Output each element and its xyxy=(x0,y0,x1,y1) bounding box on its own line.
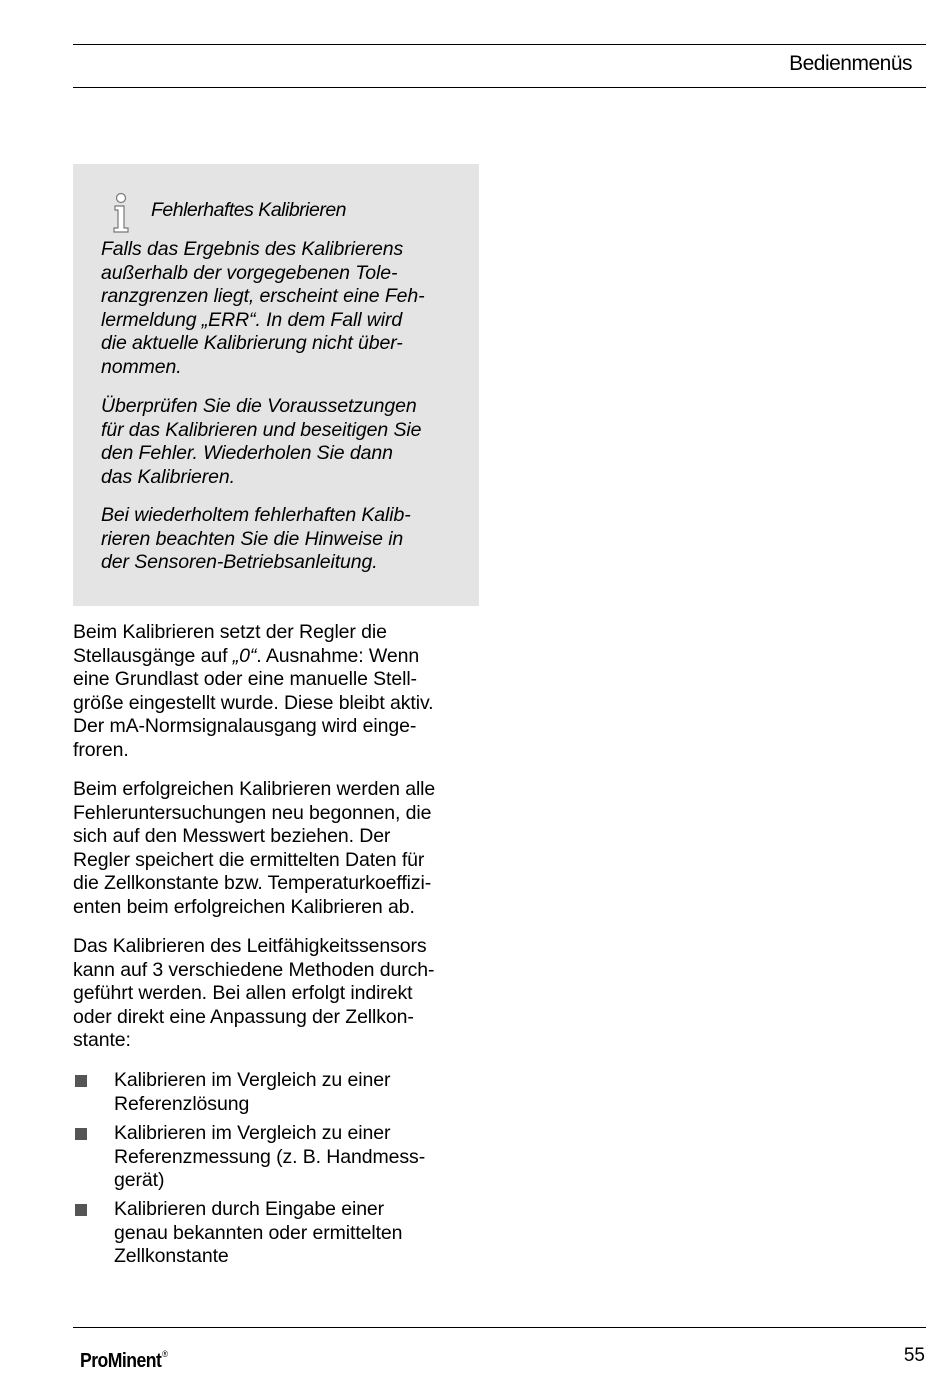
info-icon xyxy=(108,192,134,234)
header-top-rule xyxy=(73,44,926,45)
section-title: Bedienmenüs xyxy=(789,52,912,75)
bullet-square-icon xyxy=(75,1128,87,1140)
info-paragraph: Falls das Ergebnis des Kalibrierens außerhalb der vorgegebenen Tole- ranzgrenzen liegt, erscheint eine Feh- lermeldung „ERR“. In dem Fall wird die aktuelle Kalibrierung nicht über- nommen. xyxy=(101,238,425,378)
body-paragraph: Beim erfolgreichen Kalibrieren werden alle Fehleruntersuchungen neu begonnen, die sich auf den Messwert beziehen. Der Regler speichert die ermittelten Daten für die Zellkonstante bzw. Temperaturkoeffizi- enten beim erfolgreichen Kalibrieren ab. xyxy=(73,778,436,918)
prominent-logo: ProMinent® xyxy=(80,1349,168,1372)
bullet-square-icon xyxy=(75,1075,87,1087)
footer-rule xyxy=(73,1327,926,1328)
body-paragraph: Beim Kalibrieren setzt der Regler die Stellausgänge auf „0“. Ausnahme: Wenn eine Grundlast oder eine manuelle Stell- größe eingestellt wurde. Diese bleibt aktiv. Der mA-Normsignalausgang wird einge- froren. xyxy=(73,621,434,761)
bullet-square-icon xyxy=(75,1204,87,1216)
list-item: Kalibrieren im Vergleich zu einer Referenzlösung xyxy=(114,1069,391,1115)
info-paragraph: Überprüfen Sie die Voraussetzungen für das Kalibrieren und beseitigen Sie den Fehler. Wiederholen Sie dann das Kalibrieren. xyxy=(101,395,422,488)
info-paragraph: Bei wiederholtem fehlerhaften Kalib- rieren beachten Sie die Hinweise in der Sensoren-Betriebsanleitung. xyxy=(101,504,411,574)
header-bottom-rule xyxy=(73,87,926,88)
value-zero: „0“ xyxy=(232,644,257,667)
list-item: Kalibrieren durch Eingabe einer genau bekannten oder ermittelten Zellkonstante xyxy=(114,1198,403,1268)
page-number: 55 xyxy=(903,1345,925,1366)
list-item: Kalibrieren im Vergleich zu einer Referenzmessung (z. B. Handmess- gerät) xyxy=(114,1122,426,1192)
body-paragraph: Das Kalibrieren des Leitfähigkeitssensors kann auf 3 verschiedene Methoden durch- geführt werden. Bei allen erfolgt indirekt oder direkt eine Anpassung der Zellkon- stante: xyxy=(73,935,435,1052)
info-box-title: Fehlerhaftes Kalibrieren xyxy=(151,199,347,221)
